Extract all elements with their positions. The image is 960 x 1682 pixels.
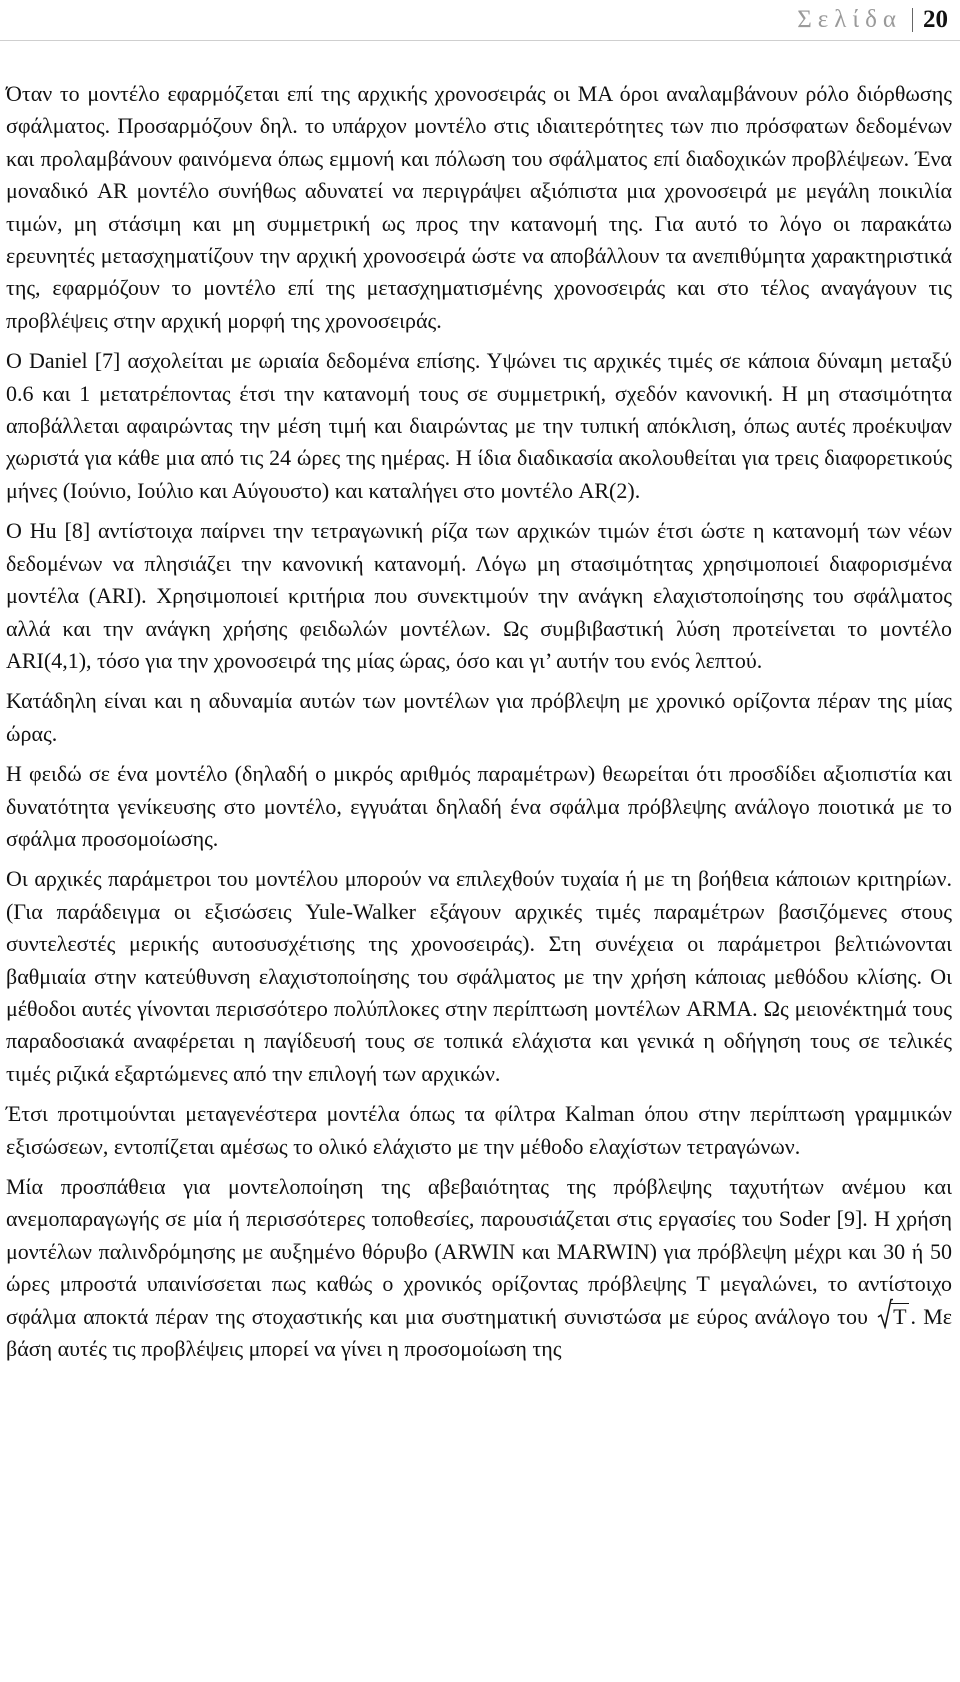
radical-sign-icon (877, 1297, 893, 1329)
paragraph-text: Μία προσπάθεια για μοντελοποίηση της αβεβαιότητας της πρόβλεψης ταχυτήτων ανέμου και ανεμοπαραγωγής σε μία ή περισσότερες τοποθεσίες, παρουσιάζεται στις εργασίες του Soder [9]. Η χρήση μοντέλων παλινδρόμησης με αυξημένο θόρυβο (ARWIN και MARWIN) για πρόβλεψη μέχρι και 30 ή 50 ώρες μπροστά υπαινίσσεται πως καθώς ο χρονικός ορίζοντας πρόβλεψης T μεγαλώνει, το αντίστοιχο σφάλμα αποκτά πέραν της στοχαστικής και μια συστηματική συνιστώσα με εύρος ανάλογο του (6, 1174, 952, 1329)
header-rule (0, 40, 960, 41)
paragraph: Οι αρχικές παράμετροι του μοντέλου μπορούν να επιλεχθούν τυχαία ή με τη βοήθεια κάποιων κριτηρίων. (Για παράδειγμα οι εξισώσεις Yule-Walker εξάγουν αρχικές τιμές παραμέτρων βασιζόμενες στους συντελεστές μερικής αυτοσυσχέτισης της χρονοσειράς). Στη συνέχεια οι παράμετροι βελτιώνονται βαθμιαία στην κατεύθυνση ελαχιστοποίησης του σφάλματος με την χρήση κάποιας μεθόδου κλίσης. Οι μέθοδοι αυτές γίνονται περισσότερο πολύπλοκες στην περίπτωση μοντέλων ARMA. Ως μειονέκτημά τους παραδοσιακά αναφέρεται η παγίδευσή τους σε τοπικά ελάχιστα και γενικά η οδήγηση τους σε τελικές τιμές ριζικά εξαρτώμενες από την επιλογή των αρχικών. (6, 866, 952, 1086)
page-header (797, 2, 948, 38)
page-number: 20 (923, 6, 948, 33)
paragraph: Ο Daniel [7] ασχολείται με ωριαία δεδομένα επίσης. Υψώνει τις αρχικές τιμές σε κάποια δύναμη μεταξύ 0.6 και 1 μετατρέποντας έτσι την κατανομή τους σε συμμετρική, σχεδόν κανονική. Η μη στασιμότητα αποβάλλεται αφαιρώντας την μέση τιμή και διαιρώντας με την τυπική απόκλιση, όπως αυτές προέκυψαν χωριστά για κάθε μια από τις 24 ώρες της ημέρας. Η ίδια διαδικασία ακολουθείται για τρεις διαφορετικούς μήνες (Ιούνιο, Ιούλιο και Αύγουστο) και καταλήγει στο μοντέλο AR(2). (6, 348, 952, 503)
paragraph-text: . Με βάση αυτές τις προβλέψεις μπορεί να γίνει η προσομοίωση της (6, 1303, 953, 1362)
paragraph: Όταν το μοντέλο εφαρμόζεται επί της αρχικής χρονοσειράς οι MA όροι αναλαμβάνουν ρόλο διόρθωσης σφάλματος. Προσαρμόζουν δηλ. το υπάρχον μοντέλο στις ιδιαιτερότητες των πιο πρόσφατων δεδομένων και προλαμβάνουν φαινόμενα όπως εμμονή και πόλωση του σφάλματος επί διαδοχικών προβλέψεων. Ένα μοναδικό AR μοντέλο συνήθως αδυνατεί να περιγράψει αξιόπιστα μια χρονοσειρά με μεγάλη ποικιλία τιμών, μη στάσιμη και μη συμμετρική ως προς την κατανομή της. Για αυτό το λόγο οι παρακάτω ερευνητές μετασχηματίζουν την αρχική χρονοσειρά ώστε να αποβάλλουν τα ανεπιθύμητα χαρακτηριστικά της, εφαρμόζουν το μοντέλο επί της μετασχηματισμένης χρονοσειράς και στο τέλος αναγάγουν τις προβλέψεις στην αρχική μορφή της χρονοσειράς. (6, 81, 952, 333)
paragraph: Έτσι προτιμούνται μεταγενέστερα μοντέλα όπως τα φίλτρα Kalman όπου στην περίπτωση γραμμικών εξισώσεων, εντοπίζεται αμέσως το ολικό ελάχιστο με την μέθοδο ελαχίστων τετραγώνων. (6, 1101, 952, 1159)
page-label: Σελίδα (797, 6, 902, 33)
body-text (6, 78, 952, 1373)
paragraph: Η φειδώ σε ένα μοντέλο (δηλαδή ο μικρός αριθμός παραμέτρων) θεωρείται ότι προσδίδει αξιοπιστία και δυνατότητα γενίκευσης στο μοντέλο, εγγυάται δηλαδή ένα σφάλμα πρόβλεψης ανάλογο ποιοτικά με το σφάλμα προσομοίωσης. (6, 761, 952, 851)
radicand: T (893, 1303, 907, 1329)
square-root (877, 1301, 908, 1333)
paragraph: Ο Hu [8] αντίστοιχα παίρνει την τετραγωνική ρίζα των αρχικών τιμών έτσι ώστε η κατανομή των νέων δεδομένων να πλησιάζει την κανονική κατανομή. Λόγω μη στασιμότητας χρησιμοποιεί διαφορισμένα μοντέλα (ARI). Χρησιμοποιεί κριτήρια που συνεκτιμούν την ανάγκη ελαχιστοποίησης του σφάλματος αλλά και την ανάγκη χρήσης φειδωλών μοντέλων. Ως συμβιβαστική λύση προτείνεται το μοντέλο ARI(4,1), τόσο για την χρονοσειρά της μίας ώρας, όσο και γι’ αυτήν του ενός λεπτού. (6, 518, 952, 673)
paragraph-last (6, 1171, 952, 1365)
paragraph: Κατάδηλη είναι και η αδυναμία αυτών των μοντέλων για πρόβλεψη με χρονικό ορίζοντα πέραν της μίας ώρας. (6, 688, 952, 746)
header-divider (912, 8, 913, 32)
